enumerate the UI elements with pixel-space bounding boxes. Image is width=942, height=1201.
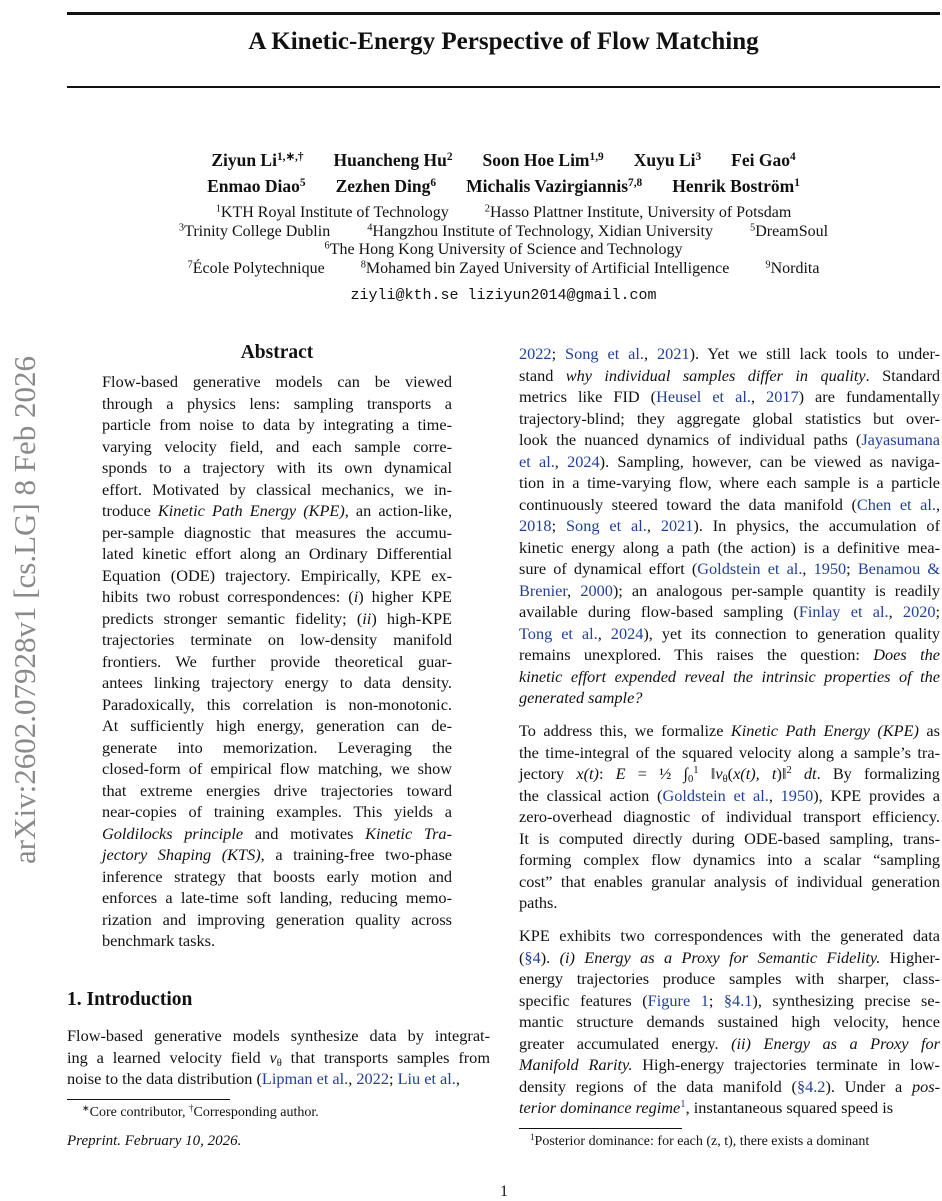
text-run: near-copies of training examples. This yields a — [102, 802, 452, 821]
citation-link[interactable]: §4.1 — [723, 990, 753, 1010]
citation-link[interactable]: 2021 — [660, 516, 694, 535]
text-run: , — [888, 602, 903, 621]
text-run: ). — [540, 947, 560, 967]
text-run: particle from noise to data by integrating a time- — [102, 415, 452, 434]
text-run: ). Yet we still lack tools to under- — [689, 344, 941, 363]
text-run: inference strategy that boosts early motion and — [102, 866, 452, 886]
author-name: Ziyun $Li^{1,∗,\dagger}$ — [211, 150, 304, 170]
affiliation-number: 6 — [324, 240, 330, 252]
footnote-mark: ∗ — [82, 1103, 90, 1113]
math-superscript: 1 — [693, 765, 699, 777]
text-run: predicts stronger semantic fidelity; ( — [102, 608, 363, 628]
citation-link[interactable]: Tong et al. — [519, 623, 598, 643]
abstract-heading: Abstract — [240, 342, 314, 363]
affiliation-mark: 5 — [299, 176, 306, 189]
author-name: Henrik Boström$^1$ — [672, 176, 800, 196]
math-superscript: 2 — [786, 765, 792, 777]
text-line — [519, 472, 940, 494]
text-run: continuously steered toward the data manifold ( — [519, 494, 857, 514]
text-line — [102, 586, 452, 608]
affiliation-number: 5 — [750, 221, 756, 233]
text-run: the classical action ( — [519, 785, 663, 805]
footnote-text: Core contributor, — [89, 1105, 189, 1120]
citation-link[interactable]: Goldstein et al. — [697, 559, 803, 578]
text-run: ), yet its connection to generation quality — [643, 623, 940, 643]
affiliation-mark: 7,8 — [628, 176, 643, 189]
footnote-rule-right — [519, 1128, 682, 1129]
text-line — [102, 608, 452, 630]
text-run: ‖ — [698, 764, 716, 783]
paper-title: A Kinetic-Energy Perspective of Flow Matching — [248, 28, 759, 55]
author-name: Soon Hoe Lim$^{1,9}$ — [482, 150, 604, 170]
affiliation-mark: 1 — [794, 176, 800, 189]
text-run: closed-form of empirical flow matching, we show — [102, 759, 452, 778]
author-name: Enmao Diao$^5$ — [207, 176, 306, 196]
title-rule — [67, 86, 940, 88]
text-run: ); an analogous per-sample quantity is readily — [612, 580, 940, 600]
text-run: lated kinetic effort along an Ordinary Differential — [102, 544, 452, 563]
affiliations-row — [67, 260, 940, 278]
citation-link[interactable]: 2020 — [902, 602, 936, 621]
footnote-text: Corresponding author. — [193, 1105, 319, 1120]
citation-link[interactable]: Lipman et al. — [261, 1069, 349, 1088]
emphasis-text: ii — [362, 608, 372, 628]
text-line — [102, 629, 452, 651]
text-line — [102, 866, 452, 888]
right-paragraph — [519, 925, 940, 1119]
text-run: that transports samples from — [281, 1047, 490, 1067]
text-run: Paradoxically, this correlation is non-monotonic. — [102, 694, 452, 714]
text-run: = ½ ∫ — [625, 764, 688, 783]
emphasis-text: jectory Shaping (KTS) — [102, 845, 261, 864]
affiliation-mark: 6 — [430, 176, 437, 189]
citation-link[interactable]: Jayasumana — [861, 430, 940, 449]
affiliation-mark: 3 — [695, 150, 702, 163]
text-run: ), KPE provides a — [813, 785, 940, 805]
text-line — [102, 694, 452, 716]
math-text: x(t) — [576, 764, 599, 783]
text-line — [519, 365, 940, 387]
text-line — [519, 537, 940, 559]
text-run: , — [554, 451, 568, 471]
affiliation-mark: 1,∗,† — [276, 150, 304, 163]
text-line — [102, 436, 452, 458]
emphasis-text: Kinetic Path Energy (KPE) — [730, 721, 919, 740]
text-line — [519, 947, 940, 969]
text-line — [519, 968, 940, 990]
text-run: noise to the data distribution ( — [67, 1069, 262, 1088]
text-line — [102, 543, 452, 565]
math-text: E — [615, 764, 626, 783]
affiliations-row — [67, 223, 940, 241]
text-line — [102, 457, 452, 479]
emphasis-text: Kinetic Path Energy (KPE) — [157, 501, 345, 520]
text-run: , a training-free two-phase — [260, 845, 453, 864]
citation-link[interactable]: Heusel et al. — [656, 387, 751, 406]
text-line — [102, 715, 452, 737]
text-line — [102, 522, 452, 544]
citation-link[interactable]: §4.2 — [796, 1076, 826, 1096]
emphasis-text: Does the — [873, 645, 940, 664]
affiliation: $^3$Trinity College Dublin — [178, 221, 331, 240]
author-emails[interactable]: ziyli@kth.se liziyun2014@gmail.com — [350, 287, 657, 304]
affiliation-mark: 1,9 — [589, 150, 604, 163]
text-run: and motivates — [243, 823, 366, 843]
text-line — [519, 623, 940, 645]
emphasis-text: Goldilocks principle — [102, 823, 244, 843]
text-line — [102, 887, 452, 909]
introduction-body — [67, 1025, 490, 1090]
text-line — [519, 925, 940, 947]
emphasis-text: Manifold Rarity. — [519, 1055, 633, 1074]
text-line — [102, 801, 452, 823]
text-line — [519, 1076, 940, 1098]
math-subscript: 0 — [688, 774, 694, 786]
text-run: the time-integral of the squared velocity along a sample’s tra- — [519, 742, 940, 762]
footnote-link[interactable]: 1 — [680, 1099, 686, 1111]
citation-link[interactable]: Benamou & — [857, 559, 940, 578]
text-run: ; — [935, 602, 941, 621]
author-name: Fei Gao$^4$ — [731, 150, 796, 170]
text-line — [519, 644, 940, 666]
text-run: jectory — [519, 764, 577, 783]
math-text: v — [269, 1047, 277, 1067]
citation-link[interactable]: Finlay et al. — [798, 602, 889, 621]
text-run: ) are fundamentally — [798, 387, 941, 406]
text-line — [519, 343, 940, 365]
text-run: ). Sampling, however, can be viewed as naviga- — [599, 451, 941, 471]
text-run: sponds to a trajectory with its own dynamical — [102, 458, 452, 477]
affiliation: $^2$Hasso Plattner Institute, University of Potsdam — [484, 203, 792, 221]
text-line — [102, 780, 452, 802]
text-run: ) higher KPE — [358, 587, 453, 606]
text-run: , — [567, 580, 581, 600]
text-line — [519, 849, 940, 871]
text-run: stand — [519, 365, 566, 385]
text-run: , — [750, 387, 767, 406]
top-rule — [67, 12, 940, 15]
text-run: : — [598, 764, 616, 783]
footnote-mark: † — [189, 1103, 194, 1113]
text-run: specific features ( — [519, 990, 648, 1010]
affiliation-number: 3 — [178, 221, 185, 233]
text-run: that extreme energies drive trajectories toward — [102, 780, 452, 800]
text-run: hibits two robust correspondences: ( — [102, 587, 354, 606]
text-run: )‖ — [776, 764, 787, 783]
text-run: , — [802, 559, 814, 578]
text-run: , — [646, 516, 661, 535]
text-run: paths. — [519, 893, 558, 912]
affiliation-mark: 2 — [446, 150, 453, 163]
right-paragraph — [519, 720, 940, 914]
affiliation: $^6$The Hong Kong University of Science and Technology — [324, 240, 683, 258]
affiliation-number: 4 — [367, 221, 373, 233]
text-run: forming complex flow dynamics into a scalar “sampling — [519, 850, 940, 869]
text-run: ). Under a — [825, 1076, 912, 1096]
text-run: At sufficiently high energy, generation can de- — [102, 716, 452, 735]
math-subscript: θ — [722, 774, 728, 786]
citation-link[interactable]: 2000 — [580, 580, 613, 600]
text-line — [102, 414, 452, 436]
text-line — [102, 844, 452, 866]
math-text: x(t), t — [733, 764, 777, 783]
affiliation-number: 9 — [765, 259, 771, 271]
citation-link[interactable]: 1950 — [813, 559, 847, 578]
text-line — [519, 429, 940, 451]
text-run: trajectories terminate on low-density manifold — [102, 630, 452, 649]
text-line — [519, 763, 940, 785]
text-run: generate into memorization. Leveraging the — [102, 737, 452, 757]
text-line — [519, 1033, 940, 1055]
text-run: . Standard — [865, 365, 941, 385]
affiliation: $^9$Nordita — [765, 259, 820, 277]
text-line — [102, 500, 452, 522]
text-line — [519, 687, 940, 709]
text-run: ( — [519, 947, 525, 967]
author-name: Michalis Vazirgiannis$^{7,8}$ — [466, 176, 643, 196]
emphasis-text: i — [353, 587, 359, 606]
text-run: varying velocity field, and each sample corre- — [102, 436, 452, 456]
footnote-rule-left — [67, 1099, 230, 1100]
text-run: , — [644, 344, 658, 363]
footnote-text: Posterior dominance: for each (z, t), there exists a dominant — [534, 1134, 870, 1149]
text-run: , — [935, 494, 941, 514]
text-run: sure of dynamical effort ( — [519, 559, 698, 578]
text-run: ( — [727, 764, 734, 783]
text-run: , instantaneous squared speed is — [685, 1098, 894, 1117]
text-line — [519, 1097, 940, 1119]
text-run: Higher- — [880, 947, 940, 967]
text-run: trajectory-blind; they aggregate global statistics but over- — [519, 408, 940, 428]
text-run: metrics like FID ( — [519, 387, 657, 406]
text-run: antees linking trajectory energy to data density. — [102, 673, 452, 692]
text-line — [102, 737, 452, 759]
text-run: ) high-KPE — [371, 608, 452, 628]
text-line — [102, 930, 452, 952]
text-run: rization and improving generation quality across — [102, 909, 452, 929]
text-run: ; — [551, 516, 566, 535]
affiliations-row — [67, 241, 940, 259]
author-name: Xuyu Li$^3$ — [633, 150, 702, 170]
affiliation: $^4$Hangzhou Institute of Technology, Xidian University — [367, 221, 713, 240]
citation-link[interactable]: Brenier — [519, 580, 568, 600]
text-line — [102, 672, 452, 694]
citation-link[interactable]: 2018 — [519, 516, 552, 535]
emphasis-text: kinetic effort expended reveal the intrinsic properties of the — [519, 666, 940, 686]
citation-link[interactable]: 2024 — [567, 451, 600, 471]
citation-link[interactable]: 1950 — [780, 785, 814, 805]
emphasis-text: generated sample? — [519, 688, 643, 707]
text-run: through a physics lens: sampling transports a — [102, 393, 452, 413]
citation-link[interactable]: 2021 — [657, 344, 690, 363]
text-line — [519, 408, 940, 430]
footnote-mark: 1 — [530, 1132, 535, 1142]
text-line — [519, 806, 940, 828]
page-number: 1 — [500, 1183, 508, 1200]
text-line — [519, 1011, 940, 1033]
author-name: Zezhen Ding$^6$ — [335, 176, 437, 196]
text-run: ing a learned velocity field — [67, 1047, 270, 1067]
affiliation: $^1$KTH Royal Institute of Technology — [215, 203, 449, 221]
text-line — [519, 515, 940, 537]
citation-link[interactable]: 2017 — [766, 387, 799, 406]
text-line — [102, 393, 452, 415]
text-run: Equation (ODE) trajectory. Empirically, KPE ex- — [102, 565, 452, 585]
affiliation-number: 1 — [215, 203, 221, 215]
affiliation-number: 2 — [484, 203, 490, 215]
text-line — [102, 758, 452, 780]
text-line — [102, 651, 452, 673]
text-run: as — [918, 721, 940, 740]
author-name: Huancheng Hu$^2$ — [333, 150, 453, 170]
text-run: mantic structure demands sustained high velocity, hence — [519, 1012, 940, 1031]
footnote-left — [82, 1104, 319, 1121]
citation-link[interactable]: Song et al. — [565, 344, 644, 363]
text-run: Flow-based generative models synthesize data by integrat- — [67, 1026, 490, 1045]
text-run: . By formalizing — [816, 764, 940, 783]
emphasis-text: (ii) Energy as a Proxy for — [731, 1033, 940, 1053]
text-run: , — [597, 623, 611, 643]
arxiv-stamp: arXiv:2602.07928v1 [cs.LG] 8 Feb 2026 — [7, 356, 42, 864]
emphasis-text: terior dominance regime — [519, 1098, 681, 1117]
citation-link[interactable]: Figure 1 — [647, 990, 709, 1010]
text-line — [67, 1068, 490, 1090]
text-run: It is computed directly during ODE-based sampling, trans- — [519, 828, 940, 848]
footnote-right — [530, 1133, 869, 1150]
citation-link[interactable]: Chen et al. — [856, 494, 936, 514]
text-line — [102, 823, 452, 845]
text-run: density regions of the data manifold ( — [519, 1076, 797, 1096]
affiliations-row — [67, 204, 940, 222]
right-paragraph — [519, 343, 940, 709]
affiliation-number: 7 — [187, 259, 193, 271]
text-line — [67, 1047, 490, 1069]
citation-link[interactable]: §4 — [524, 947, 541, 967]
introduction-heading: 1. Introduction — [67, 989, 193, 1010]
text-line — [102, 909, 452, 931]
text-run: ; — [388, 1069, 398, 1088]
abstract-body — [102, 371, 452, 952]
affiliation-number: 8 — [360, 259, 366, 271]
text-run: frontiers. We further provide theoretical guar- — [102, 651, 452, 671]
text-line — [519, 990, 940, 1012]
affiliation: $^7$École Polytechnique — [187, 259, 325, 277]
text-run: per-sample diagnostic that measures the accumu- — [102, 522, 452, 542]
citation-link[interactable]: Liu et al. — [397, 1069, 456, 1088]
text-run: KPE exhibits two correspondences with the generated data — [519, 926, 940, 945]
text-line — [519, 386, 940, 408]
text-line — [519, 742, 940, 764]
text-line — [519, 451, 940, 473]
text-run: ; — [708, 990, 724, 1010]
text-run: To address this, we formalize — [519, 721, 731, 740]
text-run: energy trajectories produce samples with sharper, class- — [519, 969, 940, 988]
text-run: kinetic energy along a path (the action) is a definitive mea- — [519, 537, 940, 557]
citation-link[interactable]: et al. — [519, 451, 555, 471]
citation-link[interactable]: Song et al. — [566, 516, 647, 535]
affiliation: $^5$DreamSoul — [750, 221, 829, 240]
math-text: dt — [791, 764, 817, 783]
text-line — [102, 371, 452, 393]
emphasis-text: Kinetic Tra- — [365, 823, 452, 843]
text-run: zero-overhead diagnostic of individual transport efficiency. — [519, 807, 940, 826]
text-line — [67, 1025, 490, 1047]
text-line — [519, 494, 940, 516]
text-run: available during flow-based sampling ( — [519, 602, 799, 621]
preprint-note: Preprint. February 10, 2026. — [67, 1133, 242, 1149]
text-run: benchmark tasks. — [102, 931, 216, 950]
text-run: , — [348, 1069, 357, 1088]
text-run: cost” that enables granular analysis of individual generation — [519, 871, 940, 891]
text-run: Flow-based generative models can be viewed — [102, 372, 452, 391]
text-run: ; — [551, 344, 566, 363]
citation-link[interactable]: 2022 — [356, 1069, 389, 1088]
authors-row-2 — [67, 175, 940, 197]
text-run: , — [768, 785, 781, 805]
citation-link[interactable]: 2022 — [519, 344, 552, 363]
text-run: look the nuanced dynamics of individual paths ( — [519, 430, 862, 449]
text-line — [519, 558, 940, 580]
text-line — [519, 601, 940, 623]
text-run: , — [455, 1069, 460, 1088]
citation-link[interactable]: 2024 — [610, 623, 644, 643]
text-line — [519, 1054, 940, 1076]
text-line — [519, 720, 940, 742]
text-run: ), synthesizing precise se- — [752, 990, 940, 1010]
text-line — [519, 892, 940, 914]
text-line — [519, 785, 940, 807]
text-run: greater accumulated energy. — [519, 1033, 732, 1053]
text-run: remains unexplored. This raises the question: — [519, 645, 874, 664]
text-line — [519, 666, 940, 688]
authors-row-1 — [67, 149, 940, 171]
text-run: troduce — [102, 501, 158, 520]
math-text: v — [715, 764, 723, 783]
text-run: tion in a time-varying flow, where each sample is a particle — [519, 473, 940, 492]
text-run: enforces a late-time soft landing, reducing memo- — [102, 888, 452, 907]
text-run: High-energy trajectories terminate in low- — [632, 1055, 940, 1074]
text-line — [519, 580, 940, 602]
affiliation-mark: 4 — [789, 150, 796, 163]
math-subscript: θ — [276, 1057, 282, 1069]
text-line — [102, 565, 452, 587]
citation-link[interactable]: Goldstein et al. — [662, 785, 769, 805]
text-line — [519, 828, 940, 850]
text-run: ; — [846, 559, 858, 578]
text-line — [102, 479, 452, 501]
emphasis-text: why individual samples differ in quality — [565, 365, 866, 385]
emphasis-text: pos- — [911, 1076, 940, 1096]
text-run: effort. Motivated by classical mechanics, we in- — [102, 479, 452, 499]
text-run: , an action-like, — [344, 501, 453, 520]
text-line — [519, 871, 940, 893]
text-run: ). In physics, the accumulation of — [693, 516, 940, 535]
emails-row — [67, 287, 940, 304]
affiliation: $^8$Mohamed bin Zayed University of Artificial Intelligence — [360, 259, 730, 277]
emphasis-text: (i) Energy as a Proxy for Semantic Fidelity. — [559, 947, 881, 967]
